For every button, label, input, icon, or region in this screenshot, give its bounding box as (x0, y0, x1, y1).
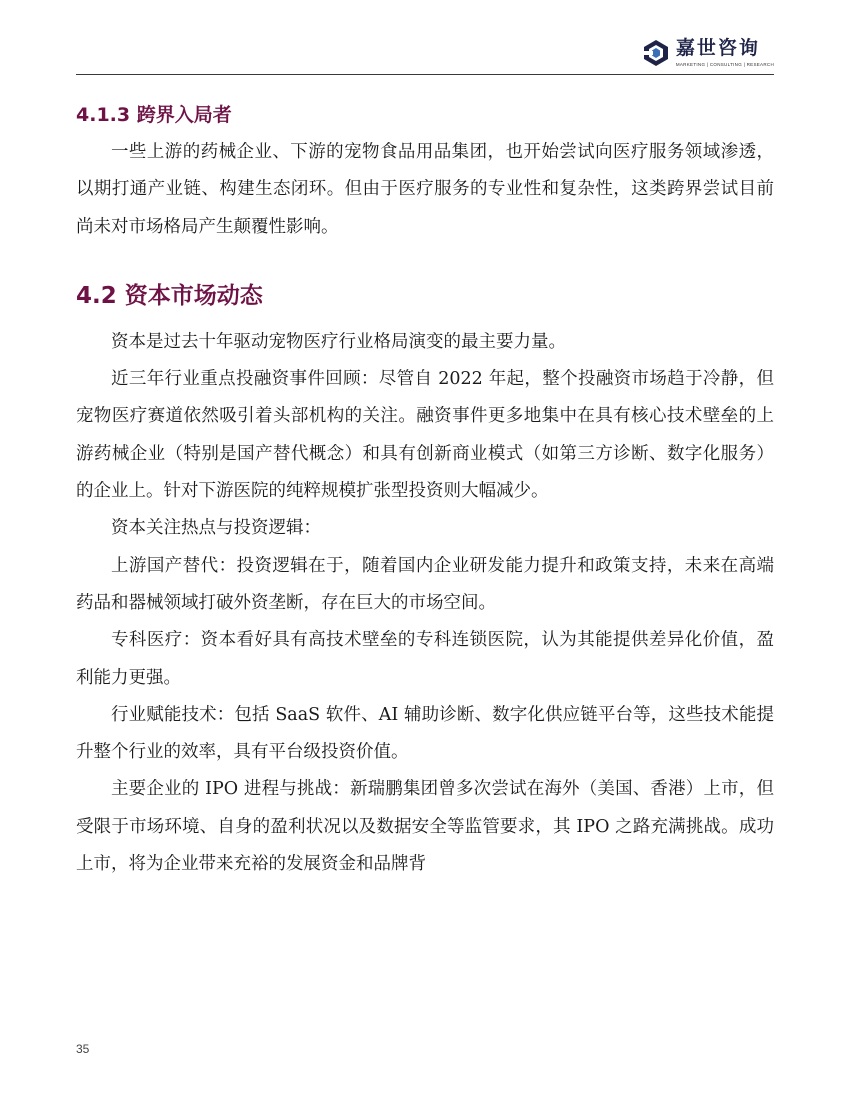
paragraph-enabling-tech: 行业赋能技术：包括 SaaS 软件、AI 辅助诊断、数字化供应链平台等，这些技术能提升整个行业的效率，具有平台级投资价值。 (76, 704, 774, 763)
brand-logo (642, 38, 774, 70)
brand-text (676, 38, 774, 67)
brand-tagline: MARKETING | CONSULTING | RESEARCH (675, 62, 774, 67)
page-header (76, 36, 774, 76)
paragraph-investment-review: 近三年行业重点投融资事件回顾：尽管自 2022 年起，整个投融资市场趋于冷静，但宠物医疗赛道依然吸引着头部机构的关注。融资事件更多地集中在具有核心技术壁垒的上游药械企业（特别是国产替代概念）和具有创新商业模式（如第三方诊断、数字化服务）的企业上。针对下游医院的纯粹规模扩张型投资则大幅减少。 (76, 369, 774, 502)
paragraph-specialty-care: 专科医疗：资本看好具有高技术壁垒的专科连锁医院，认为其能提供差异化价值，盈利能力更强。 (76, 630, 774, 688)
paragraph-cross-border-entrants: 一些上游的药械企业、下游的宠物食品用品集团，也开始尝试向医疗服务领域渗透，以期打通产业链、构建生态闭环。但由于医疗服务的专业性和复杂性，这类跨界尝试目前尚未对市场格局产生颠覆性影响。 (76, 142, 774, 237)
section-heading-4-2: 4.2 资本市场动态 (76, 282, 263, 309)
paragraph-capital-driver: 资本是过去十年驱动宠物医疗行业格局演变的最主要力量。 (111, 331, 566, 352)
brand-name: 嘉世咨询 (675, 37, 760, 59)
paragraph-domestic-substitution: 上游国产替代：投资逻辑在于，随着国内企业研发能力提升和政策支持，未来在高端药品和器械领域打破外资垄断，存在巨大的市场空间。 (76, 555, 774, 613)
paragraph-ipo-progress: 主要企业的 IPO 进程与挑战：新瑞鹏集团曾多次尝试在海外（美国、香港）上市，但受限于市场环境、自身的盈利状况以及数据安全等监管要求，其 IPO 之路充满挑战。成功上市，将为企业带来充裕的发展资金和品牌背 (76, 779, 774, 875)
page-body (76, 96, 774, 883)
section-heading-4-1-3: 4.1.3 跨界入局者 (76, 104, 232, 126)
header-divider (76, 74, 774, 75)
paragraph-investment-logic-title: 资本关注热点与投资逻辑： (111, 518, 321, 539)
page-number: 35 (76, 1042, 90, 1056)
brand-mark-icon (642, 39, 670, 67)
